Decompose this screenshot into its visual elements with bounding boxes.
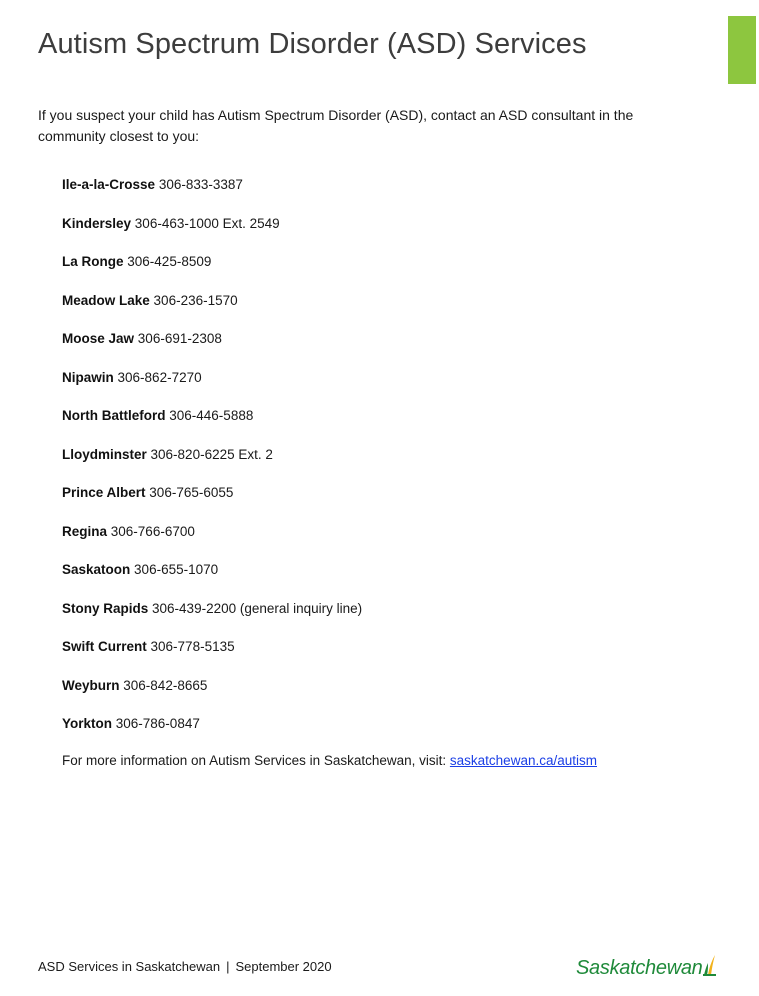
logo-wordmark: Saskatchewan	[576, 957, 703, 979]
contact-place: Saskatoon	[62, 562, 131, 577]
footer-date: September 2020	[235, 959, 332, 974]
contact-item	[62, 446, 362, 485]
contact-phone: 306-439-2200 (general inquiry line)	[152, 600, 363, 616]
contact-phone: 306-766-6700	[110, 523, 195, 539]
contact-item	[62, 407, 362, 446]
page-title: Autism Spectrum Disorder (ASD) Services	[38, 28, 587, 60]
saskatchewan-logo	[576, 950, 717, 980]
contact-item	[62, 369, 362, 408]
contact-item	[62, 253, 362, 292]
contact-item	[62, 176, 362, 215]
contact-place: Moose Jaw	[62, 331, 135, 346]
contact-place: Swift Current	[62, 639, 147, 654]
wheat-sheaf-icon	[703, 953, 717, 977]
contact-phone: 306-463-1000 Ext. 2549	[134, 215, 280, 231]
contact-phone: 306-833-3387	[158, 177, 243, 192]
contact-place: Meadow Lake	[62, 292, 150, 308]
contact-phone: 306-691-2308	[137, 331, 222, 346]
footer-separator: |	[226, 959, 230, 974]
contact-phone: 306-842-8665	[123, 677, 208, 693]
contact-place: Kindersley	[62, 215, 132, 231]
contact-place: Regina	[62, 523, 108, 539]
contact-place: Stony Rapids	[62, 600, 149, 616]
contact-phone: 306-236-1570	[153, 292, 238, 308]
contact-item	[62, 215, 362, 254]
contact-list	[62, 176, 362, 754]
contact-item	[62, 638, 362, 677]
intro-paragraph: If you suspect your child has Autism Spectrum Disorder (ASD), contact an ASD consultant in the community closest to you:	[38, 107, 634, 144]
more-info-text: For more information on Autism Services in Saskatchewan, visit:	[62, 753, 450, 768]
contact-place: Nipawin	[62, 369, 114, 385]
contact-place: Yorkton	[62, 716, 112, 731]
contact-item	[62, 677, 362, 716]
contact-phone: 306-425-8509	[127, 254, 212, 269]
contact-item	[62, 484, 362, 523]
contact-item	[62, 715, 362, 754]
contact-place: North Battleford	[62, 408, 166, 423]
contact-place: Lloydminster	[62, 446, 147, 462]
contact-item	[62, 292, 362, 331]
contact-phone: 306-820-6225 Ext. 2	[150, 446, 273, 462]
contact-phone: 306-862-7270	[117, 369, 202, 385]
contact-place: La Ronge	[62, 254, 124, 269]
contact-place: Prince Albert	[62, 485, 146, 500]
accent-bar	[728, 16, 756, 84]
footer	[38, 958, 332, 976]
footer-title: ASD Services in Saskatchewan	[38, 959, 221, 974]
contact-item	[62, 330, 362, 369]
contact-phone: 306-655-1070	[134, 562, 219, 577]
contact-phone: 306-446-5888	[169, 408, 254, 423]
contact-place: Weyburn	[62, 677, 120, 693]
contact-item	[62, 523, 362, 562]
contact-item	[62, 561, 362, 600]
contact-phone: 306-786-0847	[115, 716, 200, 731]
contact-item	[62, 600, 362, 639]
contact-place: Ile-a-la-Crosse	[62, 177, 156, 192]
more-info	[62, 752, 597, 770]
contact-phone: 306-765-6055	[149, 485, 234, 500]
contact-phone: 306-778-5135	[150, 639, 235, 654]
autism-services-link[interactable]: saskatchewan.ca/autism	[449, 753, 597, 768]
